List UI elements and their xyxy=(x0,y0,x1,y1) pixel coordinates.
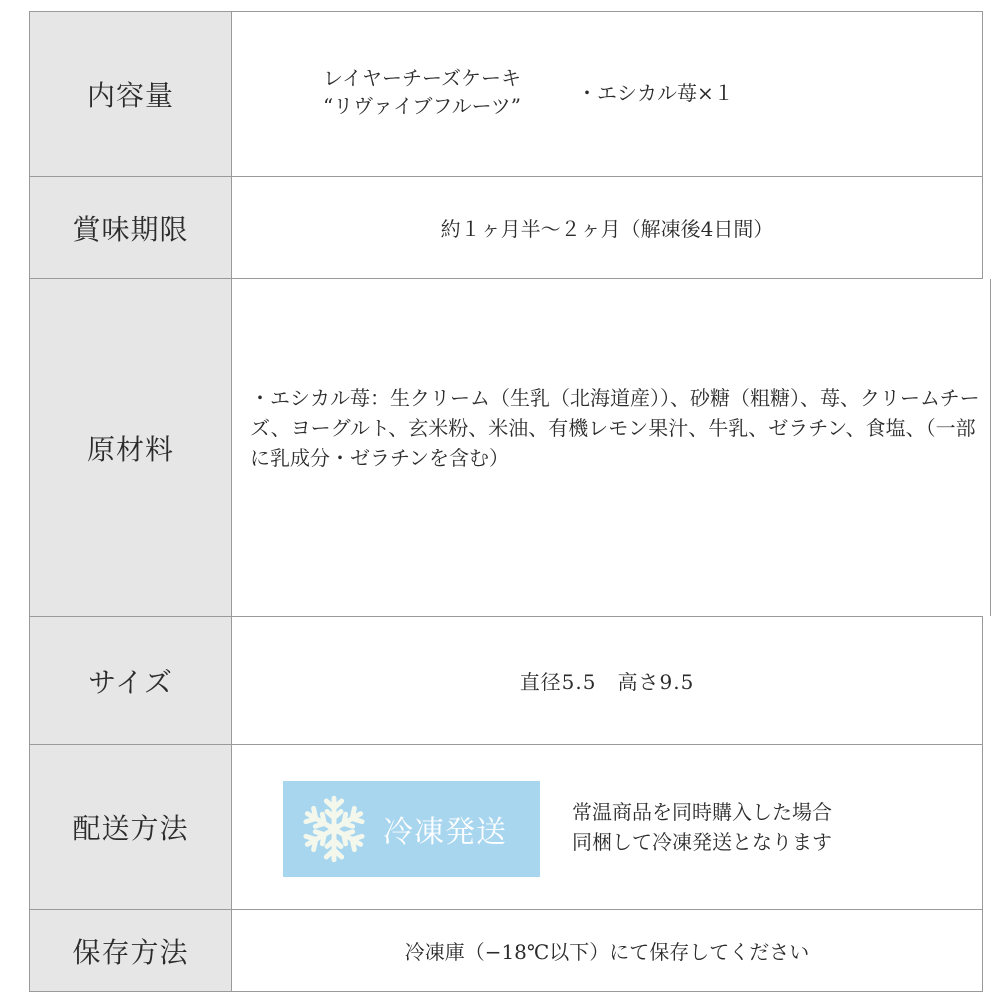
shipping-label: 配送方法 xyxy=(30,745,232,909)
product-info-table xyxy=(29,11,983,992)
shipping-body xyxy=(232,745,982,909)
frozen-shipping-label: 冷凍発送 xyxy=(383,815,507,850)
size-value xyxy=(232,617,983,744)
shipping-note xyxy=(572,797,832,857)
size-row xyxy=(30,617,983,745)
ingredients-text: ・エシカル苺：生クリーム（生乳（北海道産））、砂糖（粗糖）、苺、クリームチーズ、ヨーグルト、玄米粉、米油、有機レモン果汁、牛乳、ゼラチン、食塩、（一部に乳成分・ゼラチンを含む） xyxy=(250,385,980,470)
shipping-value xyxy=(232,745,983,909)
ingredients-row xyxy=(30,279,983,617)
best-before-row xyxy=(30,177,983,279)
storage-label: 保存方法 xyxy=(30,910,232,991)
best-before-label: 賞味期限 xyxy=(30,177,232,278)
best-before-value xyxy=(232,177,983,278)
size-label: サイズ xyxy=(30,617,232,744)
contents-label: 内容量 xyxy=(30,12,232,176)
best-before-text: 約１ヶ月半〜２ヶ月（解凍後4日間） xyxy=(440,217,774,241)
snowflake-icon xyxy=(299,794,369,864)
contents-body xyxy=(232,12,982,176)
contents-item: ・エシカル苺×１ xyxy=(577,81,734,105)
product-name-line2: “リヴァイブフルーツ” xyxy=(322,94,522,118)
product-name xyxy=(302,64,542,120)
contents-value xyxy=(232,12,983,176)
storage-row xyxy=(30,910,983,992)
shipping-note-line2: 同梱して冷凍発送となります xyxy=(572,830,832,854)
ingredients-label: 原材料 xyxy=(30,279,232,616)
contents-row xyxy=(30,12,983,177)
shipping-note-line1: 常温商品を同時購入した場合 xyxy=(572,800,832,824)
size-text: 直径5.5 高さ9.5 xyxy=(519,670,695,694)
ingredients-value xyxy=(232,279,991,616)
storage-value xyxy=(232,910,983,991)
shipping-row xyxy=(30,745,983,910)
storage-text: 冷凍庫（−18℃以下）にて保存してください xyxy=(404,940,810,964)
product-name-line1: レイヤーチーズケーキ xyxy=(323,66,521,90)
frozen-shipping-badge xyxy=(283,781,540,877)
